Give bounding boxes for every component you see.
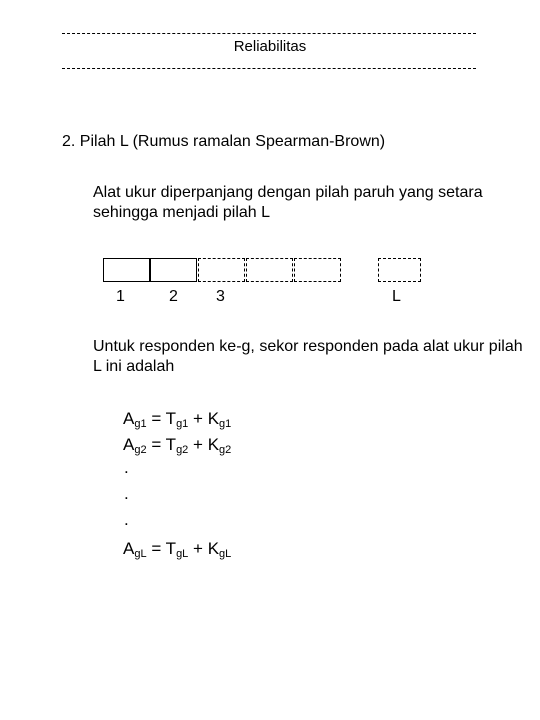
ellipsis-dot: . (124, 510, 129, 529)
formula-g1: $A_{g1} = T_{g1} + K_{g1}$ (123, 409, 232, 430)
segment-2-box (150, 258, 197, 282)
segment-label-1: 1 (116, 288, 125, 305)
formula-g2: $A_{g2} = T_{g2} + K_{g2}$ (123, 435, 232, 456)
split-diagram (0, 0, 540, 320)
segment-3-box (198, 258, 245, 282)
segment-4-box (246, 258, 293, 282)
paragraph-description: Alat ukur diperpanjang dengan pilah paruh yang setara sehingga menjadi pilah L (93, 184, 483, 221)
segment-5-box (294, 258, 341, 282)
ellipsis-dot: . (124, 458, 129, 477)
section-heading: 2. Pilah L (Rumus ramalan Spearman-Brown) (62, 133, 386, 150)
page-title: Reliabilitas (233, 38, 307, 55)
segment-label-3: 3 (216, 288, 225, 305)
segment-label-2: 2 (169, 288, 178, 305)
segment-label-L: L (392, 288, 401, 305)
ellipsis-dot: . (124, 484, 129, 503)
segment-1-box (103, 258, 150, 282)
paragraph-score: Untuk responden ke-g, sekor responden pada alat ukur pilah L ini adalah (93, 338, 523, 375)
formula-gL: $A_{gL} = T_{gL} + K_{gL}$ (123, 539, 232, 560)
segment-L-box (378, 258, 421, 282)
